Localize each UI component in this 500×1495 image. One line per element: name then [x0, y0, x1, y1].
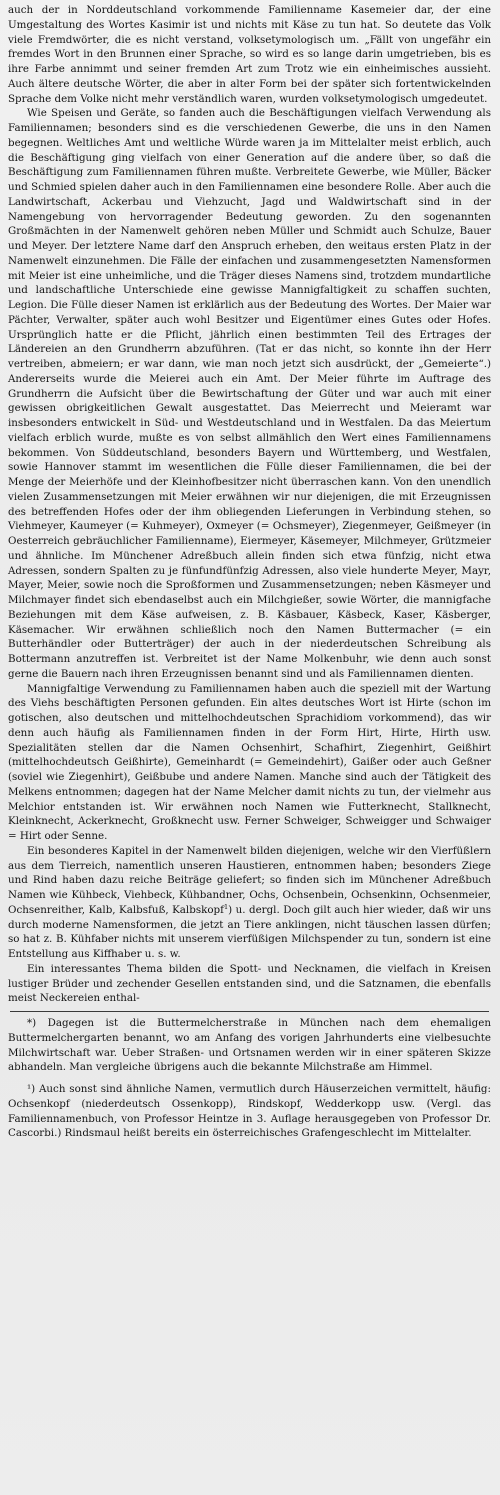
paragraph-animal-names-part2: ) u. dergl. Doch gilt auch hier wieder, daß wir uns durch moderne Namensformen, die jetzt an Tiere anklingen, nicht täuschen lassen dürfen; so hat z. B. Kühfaber nichts mit unserem vierfüßigen Milchspender zu tun, sondern ist eine Entstellung aus Kiffhaber u. s. w.	[8, 903, 491, 960]
paragraph-nicknames: Ein interessantes Thema bilden die Spott- und Necknamen, die vielfach in Kreisen lustiger Brüder und zechender Gesellen entstanden sind, und die Satznamen, die ebenfalls meist Neckereien enthal-	[8, 962, 491, 1005]
paragraph-occupations: Wie Speisen und Geräte, so fanden auch die Beschäftigungen vielfach Verwendung als Familiennamen; besonders sind es die verschiedenen Gewerbe, die uns in den Namen begegnen. Weltliches Amt und weltliche Würde waren ja im Mittelalter meist erblich, auch die Beschäftigung ging vielfach von einer Generation auf die andere über, so daß die Beschäftigung zum Familiennamen führen mußte. Verbreitete Gewerbe, wie Müller, Bäcker und Schmied spielen daher auch in den Familiennamen eine besondere Rolle. Aber auch die Landwirtschaft, Ackerbau und Viehzucht, Jagd und Waldwirtschaft sind in der Namengebung von hervorragender Bedeutung geworden. Zu den sogenannten Großmächten in der Namenwelt gehören neben Müller und Schmidt auch Schulze, Bauer und Meyer. Der letztere Name darf den Anspruch erheben, den weitaus ersten Platz in der Namenwelt einzunehmen. Die Fälle der einfachen und zusammengesetzten Namensformen mit Meier ist eine unheimliche, und die Träger dieses Namens sind, trotzdem mundartliche und landschaftliche Unterschiede eine gewisse Mannigfaltigkeit zu schaffen suchten, Legion. Die Fülle dieser Namen ist erklärlich aus der Bedeutung des Wortes. Der Maier war Pächter, Verwalter, später auch wohl Besitzer und Eigentümer eines Gutes oder Hofes. Ursprünglich hatte er die Pflicht, jährlich einen bestimmten Teil des Ertrages der Ländereien an den Grundherrn abzuführen. (Tat er das nicht, so konnte ihn der Herr vertreiben, abmeiern; er war dann, wie man noch jetzt sich ausdrückt, der „Gemeierte“.) Andererseits wurde die Meierei auch ein Amt. Der Meier führte im Auftrage des Grundherrn die Aufsicht über die Bewirtschaftung der Güter und war auch mit einer gewissen obrigkeitlichen Gewalt ausgestattet. Das Meierrecht und Meieramt war insbesonders entwickelt in Süd- und Westdeutschland und in Westfalen. Da das Meiertum vielfach erblich wurde, mußte es von selbst allmählich den Wert eines Familiennamens bekommen. Von Süddeutschland, besonders Bayern und Württemberg, und Westfalen, sowie Hannover stammt im wesentlichen die Fülle dieser Familiennamen, die bei der Menge der Meierhöfe und der Kleinhofbesitzer nicht überraschen kann. Von den unendlich vielen Zusammensetzungen mit Meier erwähnen wir nur diejenigen, die mit Erzeugnissen des betreffenden Hofes oder der ihm obliegenden Lieferungen in Verbindung stehen, so Viehmeyer, Kaumeyer (= Kuhmeyer), Oxmeyer (= Ochsmeyer), Ziegenmeyer, Geißmeyer (in Oesterreich gebräuchlicher Familienname), Eiermeyer, Käsemeyer, Milchmeyer, Grützmeier und ähnliche. Im Münchener Adreßbuch allein finden sich etwa fünfzig, nicht etwa Adressen, sondern Spalten zu je fünfundfünfzig Adressen, also viele hunderte Meyer, Mayr, Mayer, Meier, sowie noch die Sproßformen und Zusammensetzungen; neben Käsmeyer und Milchmayer findet sich ebendaselbst auch ein Milchgießer, sowie Wörter, die mannigfache Beziehungen mit dem Käse aufweisen, z. B. Käsbauer, Käsbeck, Kaser, Käsberger, Käsemacher. Wir erwähnen schließlich noch den Namen Buttermacher (= ein Butterhändler oder Butterträger) der auch in der niederdeutschen Schreibung als Bottermann anzutreffen ist. Verbreitet ist der Name Molkenbuhr, wie denn auch sonst gerne die Bauern nach ihren Erzeugnissen benannt sind und als Familiennamen dienten.	[8, 107, 491, 680]
paragraph-animal-names-part1: Ein besonderes Kapitel in der Namenwelt bilden diejenigen, welche wir den Vierfüßlern aus dem Tierreich, namentlich unseren Haustieren, entnommen haben; besonders Ziege und Rind haben dazu reiche Beiträge geliefert; so finden sich im Münchener Adreßbuch Namen wie Kühbeck, Viehbeck, Kühbandner, Ochs, Ochsenbein, Ochsenkinn, Ochsenmeier, Ochsenreither, Kalb, Kalbsfuß, Kalbskopf	[8, 844, 491, 916]
footnote-marker: 1	[223, 902, 229, 911]
paragraph-herding: Mannigfaltige Verwendung zu Familiennamen haben auch die speziell mit der Wartung des Viehs beschäftigten Personen gefunden. Ein altes deutsches Wort ist Hirte (schon im gotischen, also deutschen und mittelhochdeutschen Sprachidiom vorkommend), das wir denn auch häufig als Familiennamen finden in der Form Hirt, Hirte, Hirth usw. Spezialitäten stellen dar die Namen Ochsenhirt, Schafhirt, Ziegenhirt, Geißhirt (mittelhochdeutsch Geißhirte), Gemeinhardt (= Gemeindehirt), Gaißer oder auch Geßner (soviel wie Ziegenhirt), Geißbube und andere Namen. Manche sind auch der Tätigkeit des Melkens entnommen; dagegen hat der Name Melcher damit nichts zu tun, der vielmehr aus Melchior entstanden ist. Wir erwähnen noch Namen wie Futterknecht, Stallknecht, Kleinknecht, Ackerknecht, Großknecht usw. Ferner Schweiger, Schweigger und Schwaiger = Hirt oder Senne.	[8, 682, 491, 842]
footnote-buttermelcher: *) Dagegen ist die Buttermelcherstraße in München nach dem ehemaligen Buttermelchergarten benannt, wo am Anfang des vorigen Jahrhunderts eine vielbesuchte Milchwirtschaft war. Ueber Straßen- und Ortsnamen werden wir in einer späteren Skizze abhandeln. Man vergleiche übrigens auch die bekannte Milchstraße am Himmel.	[8, 1017, 491, 1074]
article-body	[8, 3, 491, 1006]
footnotes	[8, 1016, 491, 1141]
paragraph-animal-names	[8, 844, 491, 962]
footnote-house-signs: ¹) Auch sonst sind ähnliche Namen, vermutlich durch Häuserzeichen vermittelt, häufig: Ochsenkopf (niederdeutsch Ossenkopp), Rindskopf, Wedderkopp usw. (Vergl. das Familiennamenbuch, von Professor Heintze in 3. Auflage herausgegeben von Professor Dr. Cascorbi.) Rindsmaul heißt bereits ein österreichisches Grafengeschlecht im Mittelalter.	[8, 1083, 491, 1140]
footnote-divider	[10, 1011, 489, 1012]
paragraph-kasemeier: auch der in Norddeutschland vorkommende Familienname Kasemeier dar, der eine Umgestaltung des Wortes Kasimir ist und nichts mit Käse zu tun hat. So deutete das Volk viele Fremdwörter, die es nicht verstand, volksetymologisch um. „Fällt von ungefähr ein fremdes Wort in den Brunnen einer Sprache, so wird es so lange darin umgetrieben, bis es ihre Farbe annimmt und seiner fremden Art zum Trotz wie ein einheimisches aussieht. Auch ältere deutsche Wörter, die aber in alter Form bei der später sich fortentwickelnden Sprache dem Volke nicht mehr verständlich waren, wurden volksetymologisch umgedeutet.	[8, 4, 491, 105]
